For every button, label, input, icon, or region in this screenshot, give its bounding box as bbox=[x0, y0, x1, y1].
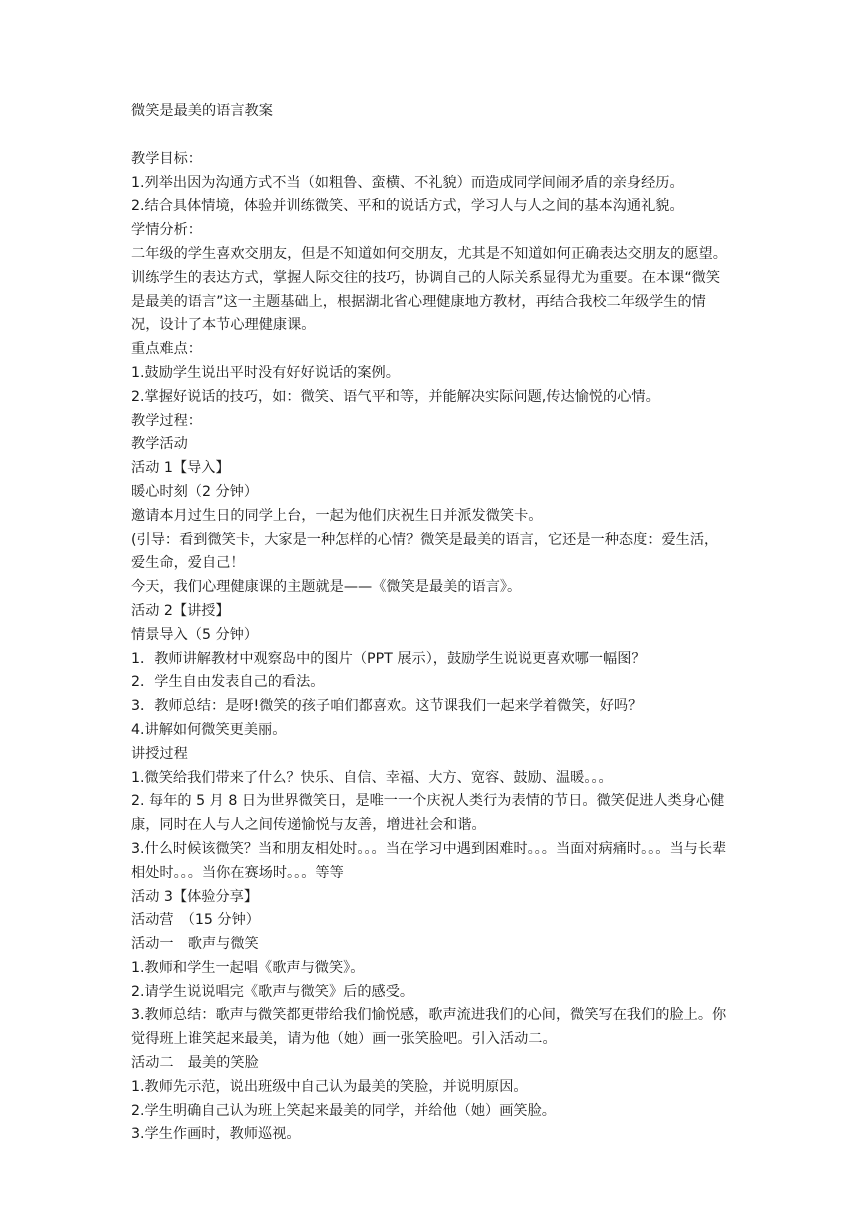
text-line: 2．学生自由发表自己的看法。 bbox=[131, 674, 325, 691]
text-line: 情景导入（5 分钟） bbox=[131, 626, 259, 643]
text-line: 2.掌握好说话的技巧，如：微笑、语气平和等，并能解决实际问题,传达愉悦的心情。 bbox=[131, 388, 660, 405]
text-line: 邀请本月过生日的同学上台，一起为他们庆祝生日并派发微笑卡。 bbox=[131, 507, 543, 524]
text-line: 1．教师讲解教材中观察岛中的图片（PPT 展示），鼓励学生说说更喜欢哪一幅图？ bbox=[131, 650, 646, 667]
text-line: 今天，我们心理健康课的主题就是——《微笑是最美的语言》。 bbox=[131, 579, 522, 596]
text-line: 3．教师总结：是呀!微笑的孩子咱们都喜欢。这节课我们一起来学着微笑，好吗？ bbox=[131, 698, 643, 715]
text-paragraph: 3.教师总结：歌声与微笑都更带给我们愉悦感，歌声流进我们的心间，微笑写在我们的脸上。你觉得班上谁笑起来最美，请为他（她）画一张笑脸吧。引入活动二。 bbox=[131, 1007, 727, 1048]
text-line: 教学目标： bbox=[131, 150, 202, 167]
text-paragraph: 3.什么时候该微笑？当和朋友相处时。。。当在学习中遇到困难时。。。当面对病痛时。。。当与长辈相处时。。。当你在赛场时。。。等等 bbox=[131, 840, 727, 881]
document-page bbox=[131, 100, 731, 1147]
text-line: 2.学生明确自己认为班上笑起来最美的同学，并给他（她）画笑脸。 bbox=[131, 1102, 556, 1119]
text-line: 1.鼓励学生说出平时没有好好说话的案例。 bbox=[131, 364, 400, 381]
text-line: 1.列举出因为沟通方式不当（如粗鲁、蛮横、不礼貌）而造成同学间闹矛盾的亲身经历。 bbox=[131, 174, 684, 191]
text-line: 教学活动 bbox=[131, 436, 188, 453]
document-title: 微笑是最美的语言教案 bbox=[131, 103, 273, 119]
text-line: 3.学生作画时，教师巡视。 bbox=[131, 1126, 301, 1143]
text-line: 重点难点： bbox=[131, 341, 202, 358]
text-paragraph: 2. 每年的 5 月 8 日为世界微笑日，是唯一一个庆祝人类行为表情的节日。微笑促进人类身心健康，同时在人与人之间传递愉悦与友善，增进社会和谐。 bbox=[131, 793, 725, 834]
text-line: 1.微笑给我们带来了什么？快乐、自信、幸福、大方、宽容、鼓励、温暖。。。 bbox=[131, 769, 613, 786]
text-line: 4.讲解如何微笑更美丽。 bbox=[131, 721, 287, 738]
text-line: 活动一 歌声与微笑 bbox=[131, 936, 259, 953]
text-line: 活动 2【讲授】 bbox=[131, 602, 230, 619]
text-line: 活动 1【导入】 bbox=[131, 460, 230, 477]
text-line: 2.请学生说说唱完《歌声与微笑》后的感受。 bbox=[131, 983, 415, 1000]
text-line: 1.教师先示范，说出班级中自己认为最美的笑脸，并说明原因。 bbox=[131, 1078, 528, 1095]
text-line: 暖心时刻（2 分钟） bbox=[131, 483, 259, 500]
text-line: 1.教师和学生一起唱《歌声与微笑》。 bbox=[131, 959, 365, 976]
text-line: 教学过程： bbox=[131, 412, 202, 429]
text-line: 活动二 最美的笑脸 bbox=[131, 1055, 259, 1072]
document-body bbox=[131, 148, 731, 1147]
text-line: 2.结合具体情境，体验并训练微笑、平和的说话方式，学习人与人之间的基本沟通礼貌。 bbox=[131, 198, 684, 215]
text-paragraph: 二年级的学生喜欢交朋友，但是不知道如何交朋友，尤其是不知道如何正确表达交朋友的愿望。训练学生的表达方式，掌握人际交往的技巧，协调自己的人际关系显得尤为重要。在本课“微笑是最美的语言”这一主题基础上，根据湖北省心理健康地方教材，再结合我校二年级学生的情况，设计了本节心理健康课。 bbox=[131, 245, 727, 334]
text-line: 活动营 （15 分钟） bbox=[131, 912, 260, 929]
text-paragraph: (引导：看到微笑卡，大家是一种怎样的心情？微笑是最美的语言，它还是一种态度：爱生活，爱生命，爱自己！ bbox=[131, 531, 719, 572]
text-line: 学情分析： bbox=[131, 222, 202, 239]
text-line: 讲授过程 bbox=[131, 745, 188, 762]
text-line: 活动 3【体验分享】 bbox=[131, 888, 259, 905]
